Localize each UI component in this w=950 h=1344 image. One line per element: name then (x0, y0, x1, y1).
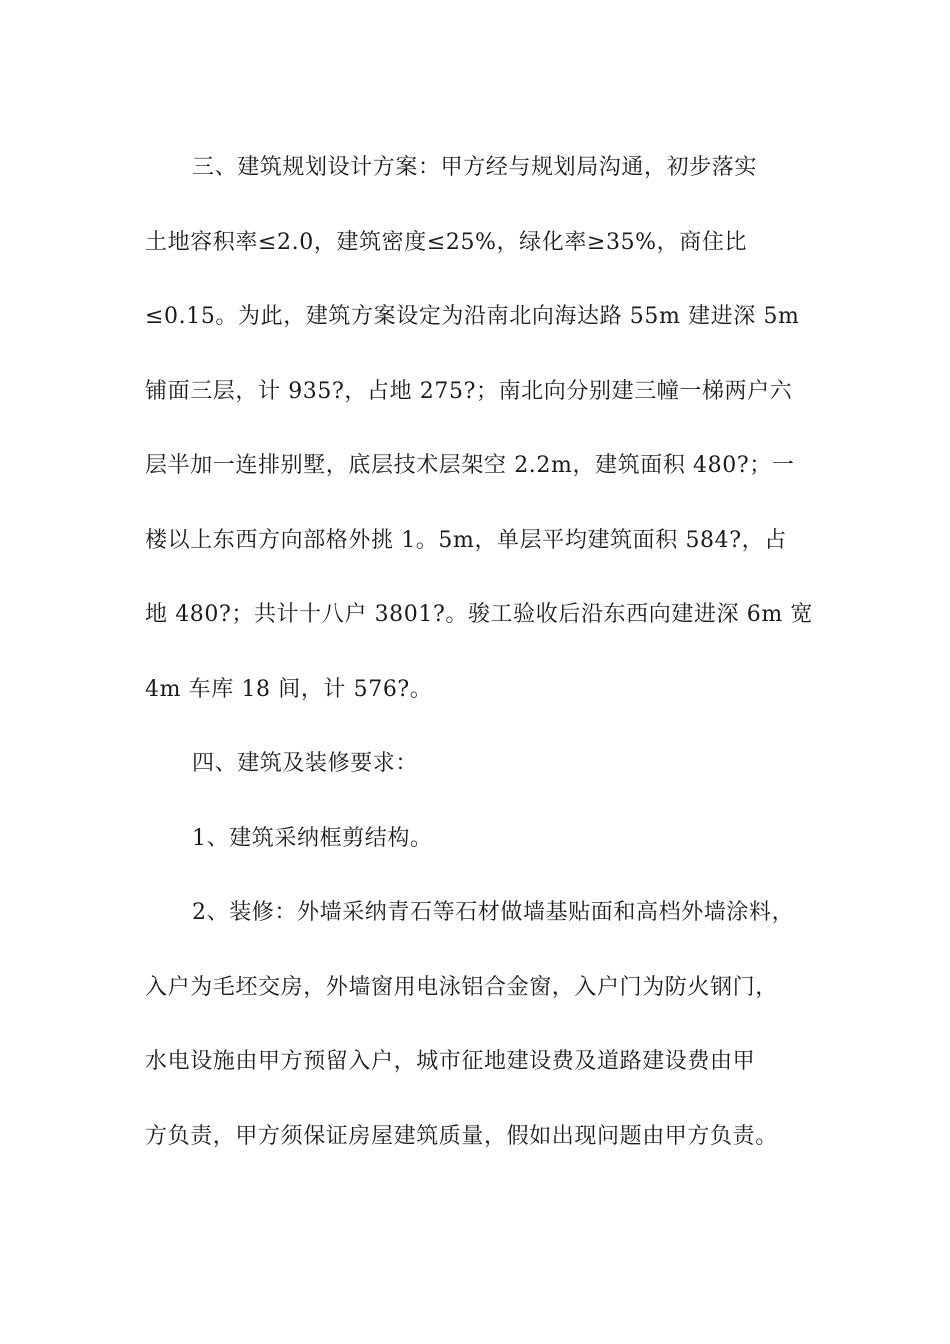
paragraph-line: 水电设施由甲方预留入户，城市征地建设费及道路建设费由甲 (145, 1049, 756, 1074)
paragraph-line: 层半加一连排别墅，底层技术层架空 2.2m，建筑面积 480?；一 (145, 453, 795, 478)
paragraph-line: 方负责，甲方须保证房屋建筑质量，假如出现问题由甲方负责。 (145, 1123, 778, 1149)
paragraph-line: 入户为毛坯交房，外墙窗用电泳铝合金窗，入户门为防火钢门， (145, 974, 778, 1000)
paragraph-line: 4m 车库 18 间，计 576?。 (145, 676, 433, 702)
paragraph-line: 地 480?；共计十八户 3801?。骏工验收后沿东西向建进深 6m 宽 (145, 602, 814, 627)
paragraph-line: ≤0.15。为此，建筑方案设定为沿南北向海达路 55m 建进深 5m (145, 304, 800, 329)
paragraph-line: 楼以上东西方向部格外挑 1。5m，单层平均建筑面积 584?，占 (145, 527, 787, 553)
paragraph-line: 铺面三层，计 935?，占地 275?；南北向分别建三幢一梯两户六 (145, 378, 793, 404)
paragraph-line: 土地容积率≤2.0，建筑密度≤25%，绿化率≥35%，商住比 (145, 229, 748, 255)
document-body (145, 131, 814, 1174)
item-2-line: 2、装修：外墙采纳青石等石材做墙基贴面和高档外墙涂料， (192, 900, 795, 925)
section-4-heading: 四、建筑及装修要求： (192, 751, 419, 776)
item-1-line: 1、建筑采纳框剪结构。 (192, 825, 433, 851)
section-3-heading-line: 三、建筑规划设计方案：甲方经与规划局沟通，初步落实 (192, 155, 758, 180)
